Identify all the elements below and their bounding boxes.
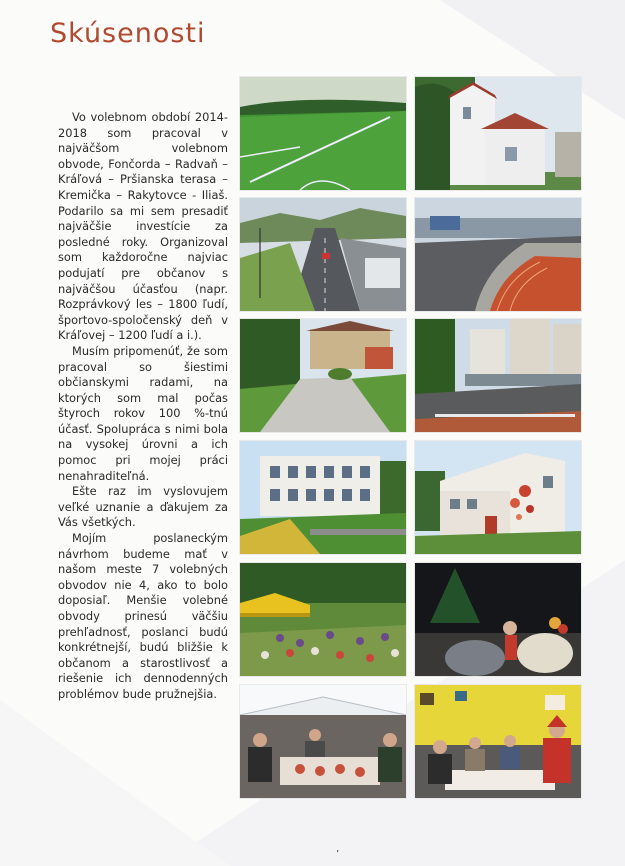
paragraph-3: Ešte raz im vyslovujem veľké uznanie a ďakujem za Vás všetkých. (58, 484, 228, 530)
street-photo (239, 197, 407, 312)
paragraph-2: Musím pripomenúť, že som pracoval so šiestimi občianskymi radami, na ktorých som mal počas štyroch rokov 100 %-tnú účasť. Spolupráca s nimi bola na vysokej úrovni a ich pomoc pri mojej práci nenahraditeľná. (58, 343, 228, 483)
page-title: Skúsenosti (50, 18, 206, 49)
parking-lot-photo (414, 318, 582, 433)
article-text (58, 110, 228, 703)
christmas-event-photo (414, 562, 582, 677)
seniors-celebration-photo (414, 684, 582, 799)
sidewalk-photo (414, 197, 582, 312)
page-mark: ’ (336, 849, 340, 860)
paragraph-4: Mojím poslaneckým návrhom budeme mať v našom meste 7 volebných obvodov nie 4, ako to bolo doposiaľ. Menšie volebné obvody prinesú väčšiu prehľadnosť, poslanci budú konkrétnejší, budú bližšie k občanom a starostlivosť a riešenie ich dennodenných problémov bude pružnejšia. (58, 531, 228, 701)
park-path-photo (239, 318, 407, 433)
football-field-photo (239, 76, 407, 191)
outdoor-festival-photo (239, 562, 407, 677)
paragraph-1: Vo volebnom období 2014-2018 som pracoval v najväčšom volebnom obvode, Fončorda – Radvaň – Kráľová – Pršianska terasa – Kremička – Rakytovce - Iliaš. Podarilo sa mi sem presadiť najväčšie investície za posledné roky. Organizoval som každoročne najviac podujatí pre občanov s najväčšou účasťou (napr. Rozprávkový les – 1800 ľudí, športovo-spoločenský deň v Kráľovej – 1200 ľudí a i.). (58, 110, 228, 343)
school-building-photo (239, 440, 407, 555)
kindergarten-building-photo (414, 440, 582, 555)
white-house-photo (414, 76, 582, 191)
tent-food-photo (239, 684, 407, 799)
